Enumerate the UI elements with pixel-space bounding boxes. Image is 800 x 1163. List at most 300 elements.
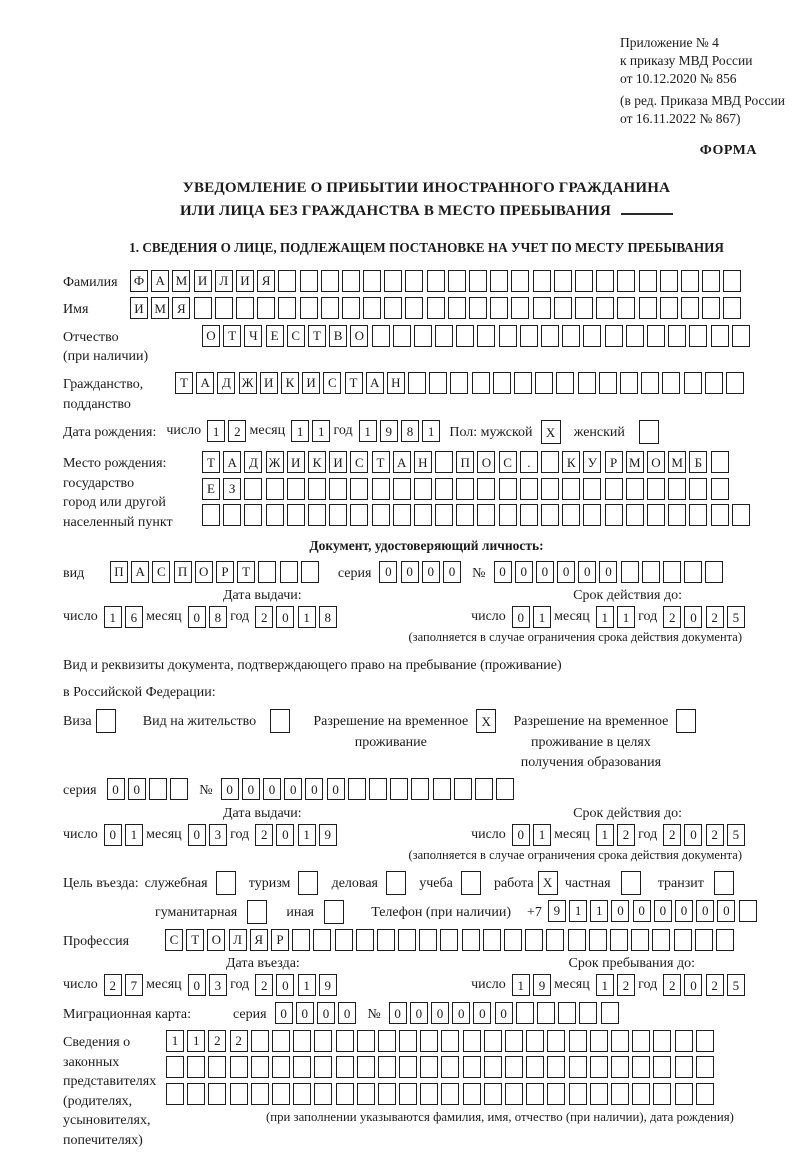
char-cell bbox=[583, 504, 601, 526]
char-cell bbox=[533, 297, 551, 319]
char-cell bbox=[278, 297, 296, 319]
char-cell: 2 bbox=[706, 606, 724, 628]
date-part-cells[interactable] bbox=[255, 606, 340, 628]
char-cell: 2 bbox=[228, 420, 246, 442]
char-cell: 0 bbox=[276, 606, 294, 628]
purpose-work-label: работа bbox=[493, 875, 534, 891]
char-cell bbox=[216, 871, 236, 895]
birthplace-cells-row1[interactable] bbox=[202, 451, 753, 473]
title-underline bbox=[621, 200, 673, 215]
appendix-reference bbox=[620, 34, 790, 128]
char-cell: З bbox=[223, 478, 241, 500]
char-cell: 0 bbox=[379, 561, 397, 583]
char-cell bbox=[578, 372, 596, 394]
char-cell bbox=[611, 1056, 629, 1078]
residence-doc-intro: Вид и реквизиты документа, подтверждающего право на пребывание (проживание) в Российской Федерации: bbox=[63, 658, 562, 700]
char-cell bbox=[257, 297, 275, 319]
char-cell bbox=[641, 372, 659, 394]
char-cell: 1 bbox=[298, 824, 316, 846]
identity-issue-date bbox=[63, 606, 340, 628]
char-cell bbox=[596, 297, 614, 319]
date-part-cells[interactable] bbox=[663, 606, 748, 628]
char-cell bbox=[668, 478, 686, 500]
char-cell bbox=[405, 297, 423, 319]
char-cell bbox=[399, 1030, 417, 1052]
patronymic-cells[interactable] bbox=[202, 325, 753, 347]
char-cell: 2 bbox=[663, 606, 681, 628]
purpose-business-checkbox[interactable] bbox=[386, 871, 409, 895]
char-cell bbox=[535, 372, 553, 394]
firstname-cells[interactable] bbox=[130, 297, 744, 319]
char-cell bbox=[170, 778, 188, 800]
date-part-cells[interactable] bbox=[596, 824, 638, 846]
char-cell bbox=[378, 1030, 396, 1052]
char-cell bbox=[541, 478, 559, 500]
char-cell bbox=[149, 778, 167, 800]
doc-number-cells[interactable] bbox=[494, 561, 727, 583]
form-title bbox=[63, 177, 790, 224]
char-cell: 9 bbox=[319, 824, 337, 846]
char-cell bbox=[575, 297, 593, 319]
purpose-transit-checkbox[interactable] bbox=[714, 871, 737, 895]
char-cell bbox=[435, 451, 453, 473]
date-part-label: месяц bbox=[146, 977, 182, 993]
char-cell: 0 bbox=[515, 561, 533, 583]
char-cell: С bbox=[152, 561, 170, 583]
char-cell: 0 bbox=[305, 778, 323, 800]
birthplace-label: Место рождения: государство город или другой населенный пункт bbox=[63, 456, 173, 530]
char-cell bbox=[372, 325, 390, 347]
char-cell bbox=[475, 778, 493, 800]
date-part-cells[interactable] bbox=[663, 974, 748, 996]
char-cell bbox=[705, 372, 723, 394]
residence-permit-checkbox[interactable] bbox=[270, 709, 293, 733]
char-cell bbox=[484, 1030, 502, 1052]
rvp-education-label: Разрешение на временное проживание в целях получения образования bbox=[513, 714, 669, 770]
char-cell: 0 bbox=[443, 561, 461, 583]
char-cell: А bbox=[151, 270, 169, 292]
char-cell bbox=[427, 297, 445, 319]
char-cell bbox=[541, 325, 559, 347]
char-cell: У bbox=[583, 451, 601, 473]
purpose-study-checkbox[interactable] bbox=[461, 871, 484, 895]
sex-label: Пол: мужской bbox=[449, 425, 533, 441]
char-cell bbox=[702, 297, 720, 319]
char-cell bbox=[493, 372, 511, 394]
char-cell bbox=[611, 1030, 629, 1052]
char-cell: 0 bbox=[128, 778, 146, 800]
rvp-education-checkbox[interactable] bbox=[676, 709, 699, 733]
char-cell bbox=[663, 561, 681, 583]
char-cell: П bbox=[174, 561, 192, 583]
char-cell: Н bbox=[387, 372, 405, 394]
char-cell bbox=[435, 325, 453, 347]
entry-date-header: Дата въезда: bbox=[226, 956, 300, 972]
char-cell: 0 bbox=[275, 1002, 293, 1024]
birthdate-row bbox=[63, 420, 790, 444]
char-cell bbox=[558, 1002, 576, 1024]
char-cell bbox=[461, 871, 481, 895]
char-cell: 0 bbox=[675, 900, 693, 922]
date-part-cells[interactable] bbox=[104, 824, 146, 846]
date-part-cells[interactable] bbox=[255, 974, 340, 996]
char-cell: 0 bbox=[684, 974, 702, 996]
char-cell bbox=[711, 504, 729, 526]
char-cell: Т bbox=[345, 372, 363, 394]
char-cell: 2 bbox=[663, 824, 681, 846]
char-cell bbox=[526, 1056, 544, 1078]
char-cell: Р bbox=[216, 561, 234, 583]
char-cell: 0 bbox=[188, 824, 206, 846]
residence-expiry-date bbox=[471, 824, 748, 846]
char-cell: 1 bbox=[569, 900, 587, 922]
migration-number-label: № bbox=[367, 1007, 381, 1023]
date-part-cells[interactable] bbox=[359, 420, 444, 442]
char-cell: 0 bbox=[654, 900, 672, 922]
stay-until-header: Срок пребывания до: bbox=[568, 956, 695, 972]
residence-series-cells[interactable] bbox=[107, 778, 192, 800]
birthdate-date bbox=[166, 420, 443, 442]
visa-checkbox[interactable] bbox=[96, 709, 119, 733]
purpose-work-checkbox[interactable] bbox=[538, 871, 561, 895]
char-cell bbox=[301, 561, 319, 583]
char-cell bbox=[414, 325, 432, 347]
date-part-label: месяц bbox=[146, 609, 182, 625]
char-cell: 1 bbox=[291, 420, 309, 442]
date-part-cells[interactable] bbox=[104, 974, 146, 996]
date-part-cells[interactable] bbox=[188, 824, 230, 846]
char-cell bbox=[342, 297, 360, 319]
char-cell: 8 bbox=[209, 606, 227, 628]
char-cell: С bbox=[165, 929, 183, 951]
expiry-note: (заполняется в случае ограничения срока действия документа) bbox=[408, 630, 742, 645]
char-cell: 1 bbox=[533, 824, 551, 846]
surname-cells[interactable] bbox=[130, 270, 744, 292]
char-cell: 0 bbox=[557, 561, 575, 583]
char-cell bbox=[590, 1056, 608, 1078]
representatives-cells-row2[interactable] bbox=[166, 1056, 734, 1078]
char-cell bbox=[336, 1056, 354, 1078]
char-cell bbox=[477, 478, 495, 500]
char-cell bbox=[208, 1083, 226, 1105]
date-part-label: число bbox=[63, 609, 98, 625]
date-part-label: год bbox=[638, 826, 658, 842]
char-cell: X bbox=[476, 709, 496, 733]
char-cell bbox=[236, 297, 254, 319]
residence-issue-date bbox=[63, 824, 340, 846]
char-cell bbox=[739, 900, 757, 922]
char-cell bbox=[525, 929, 543, 951]
char-cell: 0 bbox=[431, 1002, 449, 1024]
char-cell: 7 bbox=[125, 974, 143, 996]
char-cell bbox=[166, 1056, 184, 1078]
identity-doc-row bbox=[63, 561, 790, 584]
date-part-cells[interactable] bbox=[291, 420, 333, 442]
char-cell bbox=[429, 372, 447, 394]
char-cell bbox=[293, 1030, 311, 1052]
char-cell bbox=[390, 778, 408, 800]
char-cell bbox=[308, 478, 326, 500]
char-cell bbox=[569, 1030, 587, 1052]
char-cell bbox=[414, 504, 432, 526]
char-cell bbox=[496, 778, 514, 800]
date-part-cells[interactable] bbox=[207, 420, 249, 442]
char-cell: И bbox=[236, 270, 254, 292]
char-cell bbox=[599, 372, 617, 394]
char-cell bbox=[499, 325, 517, 347]
char-cell bbox=[605, 478, 623, 500]
char-cell: 0 bbox=[410, 1002, 428, 1024]
sex-male-checkbox[interactable] bbox=[541, 420, 564, 444]
char-cell: К bbox=[562, 451, 580, 473]
char-cell: 0 bbox=[696, 900, 714, 922]
char-cell bbox=[230, 1056, 248, 1078]
char-cell bbox=[96, 709, 116, 733]
char-cell: И bbox=[194, 270, 212, 292]
char-cell bbox=[541, 451, 559, 473]
char-cell: 1 bbox=[533, 606, 551, 628]
char-cell: 0 bbox=[389, 1002, 407, 1024]
char-cell: 0 bbox=[512, 606, 530, 628]
char-cell: И bbox=[130, 297, 148, 319]
date-part-cells[interactable] bbox=[512, 824, 554, 846]
char-cell bbox=[462, 929, 480, 951]
date-part-label: месяц bbox=[146, 826, 182, 842]
char-cell: 0 bbox=[188, 974, 206, 996]
doc-kind-cells[interactable] bbox=[110, 561, 322, 583]
representatives-cells-row1[interactable] bbox=[166, 1030, 734, 1052]
residence-issue-header: Дата выдачи: bbox=[223, 805, 302, 821]
char-cell bbox=[357, 1030, 375, 1052]
char-cell bbox=[378, 1056, 396, 1078]
surname-label: Фамилия bbox=[63, 274, 118, 290]
char-cell bbox=[675, 1030, 693, 1052]
char-cell bbox=[398, 929, 416, 951]
rvp-checkbox[interactable] bbox=[476, 709, 499, 733]
char-cell bbox=[611, 1083, 629, 1105]
identity-doc-heading: Документ, удостоверяющий личность: bbox=[309, 537, 544, 553]
char-cell bbox=[696, 1030, 714, 1052]
purpose-other-checkbox[interactable] bbox=[324, 900, 347, 924]
char-cell bbox=[533, 270, 551, 292]
migration-number-cells[interactable] bbox=[389, 1002, 622, 1024]
phone-cells[interactable] bbox=[548, 900, 760, 922]
char-cell bbox=[484, 1056, 502, 1078]
char-cell: 0 bbox=[317, 1002, 335, 1024]
char-cell bbox=[702, 270, 720, 292]
char-cell bbox=[441, 1056, 459, 1078]
char-cell bbox=[732, 504, 750, 526]
char-cell bbox=[393, 478, 411, 500]
char-cell bbox=[583, 478, 601, 500]
date-part-cells[interactable] bbox=[512, 974, 554, 996]
char-cell bbox=[596, 270, 614, 292]
char-cell: С bbox=[323, 372, 341, 394]
char-cell bbox=[520, 478, 538, 500]
char-cell bbox=[660, 270, 678, 292]
char-cell bbox=[448, 297, 466, 319]
char-cell bbox=[610, 929, 628, 951]
date-part-cells[interactable] bbox=[188, 606, 230, 628]
char-cell: 9 bbox=[533, 974, 551, 996]
doc-series-cells[interactable] bbox=[379, 561, 464, 583]
purpose-official-checkbox[interactable] bbox=[216, 871, 239, 895]
char-cell: 0 bbox=[107, 778, 125, 800]
char-cell bbox=[516, 1002, 534, 1024]
purpose-tourism-checkbox[interactable] bbox=[298, 871, 321, 895]
char-cell bbox=[689, 325, 707, 347]
profession-row bbox=[63, 929, 790, 952]
profession-cells[interactable] bbox=[165, 929, 737, 951]
char-cell: 2 bbox=[255, 824, 273, 846]
char-cell: 1 bbox=[104, 606, 122, 628]
date-part-cells[interactable] bbox=[596, 974, 638, 996]
date-part-cells[interactable] bbox=[663, 824, 748, 846]
residence-series-row bbox=[63, 778, 790, 801]
char-cell: Я bbox=[172, 297, 190, 319]
char-cell bbox=[441, 1083, 459, 1105]
representatives-row bbox=[63, 1030, 790, 1151]
char-cell bbox=[166, 1083, 184, 1105]
char-cell: 1 bbox=[596, 824, 614, 846]
char-cell bbox=[329, 504, 347, 526]
char-cell: 9 bbox=[380, 420, 398, 442]
char-cell bbox=[681, 270, 699, 292]
birthplace-cells-row3[interactable] bbox=[202, 504, 753, 526]
profession-label: Профессия bbox=[63, 933, 130, 949]
birthplace-cells-block bbox=[202, 451, 753, 531]
char-cell bbox=[251, 1030, 269, 1052]
char-cell bbox=[405, 270, 423, 292]
char-cell bbox=[435, 478, 453, 500]
char-cell: 2 bbox=[230, 1030, 248, 1052]
char-cell: 1 bbox=[596, 606, 614, 628]
char-cell bbox=[605, 325, 623, 347]
char-cell bbox=[363, 297, 381, 319]
char-cell bbox=[357, 1056, 375, 1078]
char-cell: 0 bbox=[494, 561, 512, 583]
char-cell: Б bbox=[689, 451, 707, 473]
char-cell bbox=[456, 504, 474, 526]
char-cell: 0 bbox=[221, 778, 239, 800]
date-part-cells[interactable] bbox=[188, 974, 230, 996]
date-part-label: число bbox=[471, 977, 506, 993]
char-cell bbox=[684, 561, 702, 583]
char-cell bbox=[723, 297, 741, 319]
char-cell bbox=[711, 478, 729, 500]
char-cell bbox=[266, 504, 284, 526]
char-cell bbox=[230, 1083, 248, 1105]
char-cell: Ж bbox=[266, 451, 284, 473]
sex-female-checkbox[interactable] bbox=[639, 420, 662, 444]
char-cell bbox=[363, 270, 381, 292]
char-cell: 6 bbox=[125, 606, 143, 628]
date-part-cells[interactable] bbox=[104, 606, 146, 628]
residence-number-cells[interactable] bbox=[221, 778, 518, 800]
char-cell bbox=[329, 478, 347, 500]
char-cell: 0 bbox=[633, 900, 651, 922]
appendix-line: Приложение № 4 bbox=[620, 35, 719, 50]
char-cell: 2 bbox=[706, 824, 724, 846]
purpose-transit-label: транзит bbox=[657, 875, 704, 891]
purpose-tourism-label: туризм bbox=[248, 875, 291, 891]
birthplace-cells-row2[interactable] bbox=[202, 478, 753, 500]
char-cell bbox=[711, 325, 729, 347]
char-cell: Л bbox=[229, 929, 247, 951]
char-cell bbox=[456, 478, 474, 500]
representatives-note: (при заполнении указываются фамилия, имя, отчество (при наличии), дата рождения) bbox=[266, 1109, 734, 1124]
char-cell bbox=[526, 1083, 544, 1105]
residence-expiry-header: Срок действия до: bbox=[573, 805, 682, 821]
char-cell: 2 bbox=[255, 974, 273, 996]
purpose-humanitarian-checkbox[interactable] bbox=[247, 900, 270, 924]
char-cell bbox=[215, 297, 233, 319]
migration-series-cells[interactable] bbox=[275, 1002, 360, 1024]
char-cell: . bbox=[520, 451, 538, 473]
char-cell bbox=[348, 778, 366, 800]
char-cell bbox=[414, 478, 432, 500]
expiry-date-header: Срок действия до: bbox=[573, 588, 682, 604]
date-part-label: число bbox=[166, 423, 202, 439]
char-cell bbox=[674, 929, 692, 951]
char-cell bbox=[520, 504, 538, 526]
purpose-row1 bbox=[63, 871, 790, 895]
purpose-private-label: частная bbox=[564, 875, 611, 891]
representatives-cells-row3[interactable] bbox=[166, 1083, 734, 1105]
char-cell bbox=[372, 478, 390, 500]
date-part-label: год bbox=[638, 977, 658, 993]
char-cell: М bbox=[668, 451, 686, 473]
char-cell bbox=[505, 1030, 523, 1052]
char-cell bbox=[399, 1083, 417, 1105]
patronymic-label: Отчество (при наличии) bbox=[63, 329, 149, 365]
char-cell: 0 bbox=[611, 900, 629, 922]
residence-number-label: № bbox=[199, 783, 213, 799]
char-cell bbox=[258, 561, 276, 583]
char-cell bbox=[556, 372, 574, 394]
char-cell bbox=[350, 478, 368, 500]
char-cell bbox=[477, 504, 495, 526]
char-cell bbox=[378, 1083, 396, 1105]
char-cell bbox=[642, 561, 660, 583]
char-cell: С bbox=[499, 451, 517, 473]
char-cell bbox=[568, 929, 586, 951]
char-cell bbox=[499, 504, 517, 526]
date-part-cells[interactable] bbox=[255, 824, 340, 846]
date-part-cells[interactable] bbox=[596, 606, 638, 628]
char-cell bbox=[386, 871, 406, 895]
rvp-label: Разрешение на временное проживание bbox=[313, 714, 469, 750]
char-cell: А bbox=[223, 451, 241, 473]
char-cell bbox=[617, 270, 635, 292]
char-cell bbox=[499, 478, 517, 500]
char-cell bbox=[369, 778, 387, 800]
char-cell: 1 bbox=[125, 824, 143, 846]
purpose-private-checkbox[interactable] bbox=[621, 871, 644, 895]
char-cell bbox=[441, 1030, 459, 1052]
char-cell: С bbox=[287, 325, 305, 347]
char-cell: Д bbox=[244, 451, 262, 473]
char-cell bbox=[308, 504, 326, 526]
citizenship-cells[interactable] bbox=[175, 372, 747, 394]
char-cell bbox=[590, 1030, 608, 1052]
char-cell: 9 bbox=[319, 974, 337, 996]
char-cell bbox=[653, 1083, 671, 1105]
char-cell bbox=[601, 1002, 619, 1024]
date-part-cells[interactable] bbox=[512, 606, 554, 628]
char-cell bbox=[621, 871, 641, 895]
char-cell bbox=[300, 270, 318, 292]
